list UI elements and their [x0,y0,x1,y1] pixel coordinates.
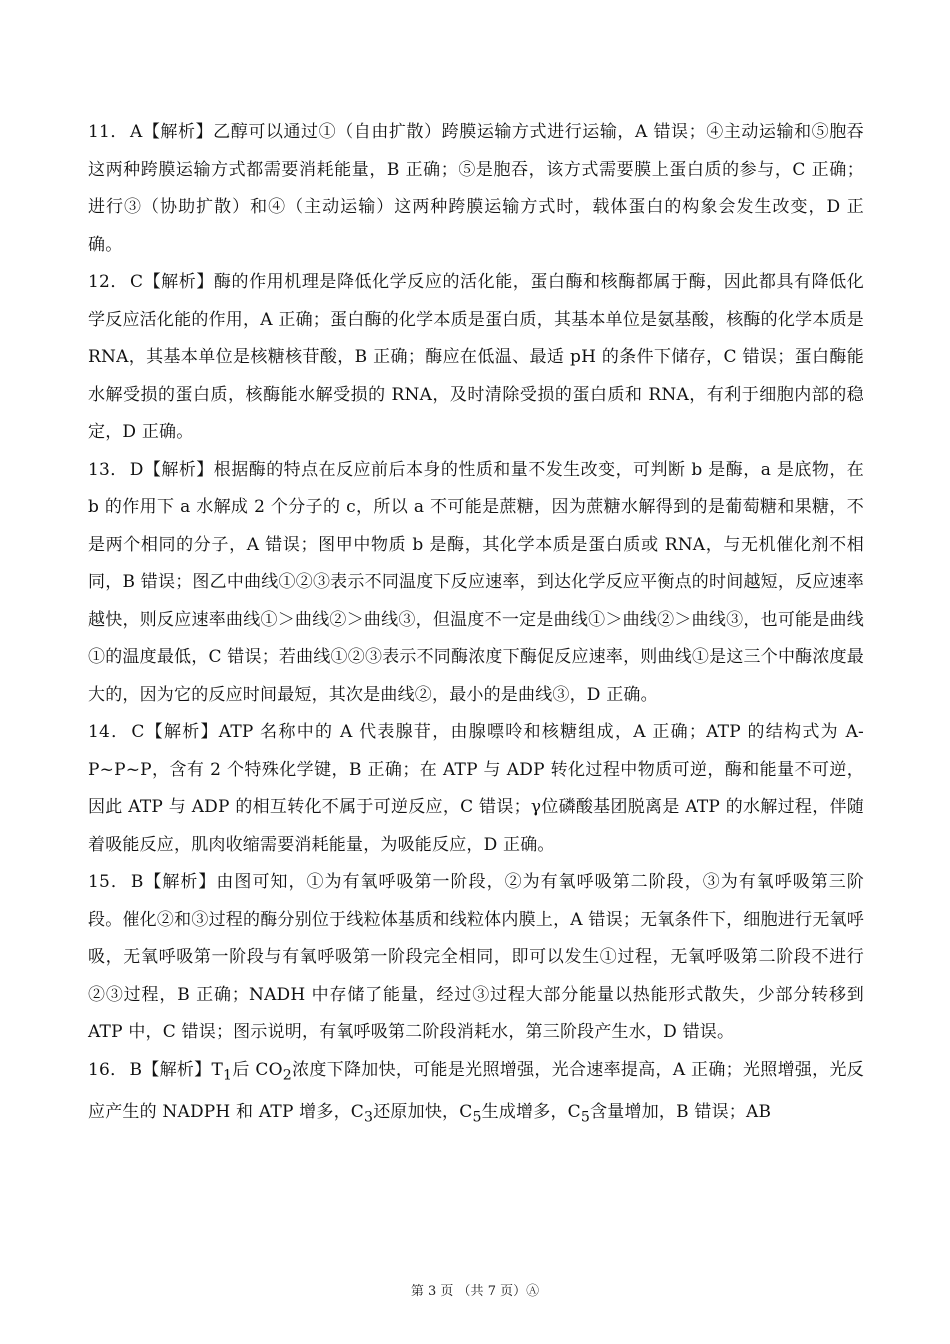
answer-item-11 [88,114,864,264]
item-text: 由图可知，①为有氧呼吸第一阶段，②为有氧呼吸第二阶段，③为有氧呼吸第三阶段。催化②和③过程的酶分别位于线粒体基质和线粒体内膜上，A 错误；无氧条件下，细胞进行无氧呼吸，无氧呼吸第一阶段与有氧呼吸第一阶段完全相同，即可以发生①过程，无氧呼吸第二阶段不进行②③过程，B 正确；NADH 中存储了能量，经过③过程大部分能量以热能形式散失，少部分转移到 ATP 中，C 错误；图示说明，有氧呼吸第二阶段消耗水，第三阶段产生水，D 错误。 [88,872,864,1042]
item-label: 【解析】 [143,459,214,480]
item-text: 酶的作用机理是降低化学反应的活化能，蛋白酶和核酶都属于酶，因此都具有降低化学反应活化能的作用，A 正确；蛋白酶的化学本质是蛋白质，其基本单位是氨基酸，核酶的化学本质是 RNA，其基本单位是核糖核苷酸，B 正确；酶应在低温、最适 pH 的条件下储存，C 错误；蛋白酶能水解受损的蛋白质，核酶能水解受损的 RNA，及时清除受损的蛋白质和 RNA，有利于细胞内部的稳定，D 正确。 [88,272,864,442]
item-answer: C [131,722,145,742]
c5-subscript: 5 [580,1109,591,1126]
answer-item-14 [88,714,864,864]
item-label: 【解析】 [143,272,214,292]
co2-subscript: 2 [282,1066,292,1083]
answer-item-12 [88,264,864,452]
page-footer: 第 3 页 （共 7 页）Ⓐ [410,1284,540,1299]
item-number: 16． [88,1059,128,1080]
item-number: 12． [88,272,128,292]
t1-symbol: T [211,1059,224,1080]
item-number: 13． [88,459,128,480]
answer-item-15 [88,864,864,1052]
item-text: ATP 名称中的 A 代表腺苷，由腺嘌呤和核糖组成，A 正确；ATP 的结构式为 A-P~P~P，含有 2 个特殊化学键，B 正确；在 ATP 与 ADP 转化过程中物质可逆，酶和能量不可逆，因此 ATP 与 ADP 的相互转化不属于可逆反应，C 错误；γ位磷酸基团脱离是 ATP 的水解过程，伴随着吸能反应，肌肉收缩需要消耗能量，为吸能反应，D 正确。 [88,722,864,855]
item-answer: B [130,872,144,892]
item-text-part-3: 还原加快，C [373,1102,473,1123]
item-label: 【解析】 [142,122,214,142]
item-label: 【解析】 [142,1059,212,1080]
item-text-part-5: 含量增加，B 错误；AB [590,1102,772,1123]
item-answer: A [130,122,143,142]
answer-analysis-content [88,114,864,1137]
item-number: 11． [88,122,128,142]
c3-subscript: 3 [364,1109,374,1126]
item-number: 14． [88,722,130,742]
item-answer: D [129,459,144,480]
c5-subscript: 5 [472,1109,482,1126]
item-answer: B [129,1059,143,1080]
answer-item-13 [88,452,864,715]
item-text-part-4: 生成增多，C [481,1102,581,1123]
item-label: 【解析】 [144,722,219,742]
item-label: 【解析】 [143,872,217,892]
item-answer: C [130,272,144,292]
item-text-part-1: 后 CO [232,1059,283,1080]
t1-subscript: 1 [223,1066,233,1083]
item-text-part-2: 浓度下降加快，可能是光照增强，光合速率提高，A 正确；光照增强，光反应产生的 NADPH 和 ATP 增多，C [88,1059,864,1123]
item-text: 乙醇可以通过①（自由扩散）跨膜运输方式进行运输，A 错误；④主动运输和⑤胞吞这两种跨膜运输方式都需要消耗能量，B 正确；⑤是胞吞，该方式需要膜上蛋白质的参与，C 正确；进行③（协助扩散）和④（主动运输）这两种跨膜运输方式时，载体蛋白的构象会发生改变，D 正确。 [88,122,865,255]
answer-item-16 [88,1052,864,1138]
item-number: 15． [88,872,129,892]
item-text: 根据酶的特点在反应前后本身的性质和量不发生改变，可判断 b 是酶，a 是底物，在 b 的作用下 a 水解成 2 个分子的 c，所以 a 不可能是蔗糖，因为蔗糖水解得到的是葡萄糖和果糖，不是两个相同的分子，A 错误；图甲中物质 b 是酶，其化学本质是蛋白质或 RNA，与无机催化剂不相同，B 错误；图乙中曲线①②③表示不同温度下反应速率，到达化学反应平衡点的时间越短，反应速率越快，则反应速率曲线①＞曲线②＞曲线③，但温度不一定是曲线①＞曲线②＞曲线③，也可能是曲线①的温度最低，C 错误；若曲线①②③表示不同酶浓度下酶促反应速率，则曲线①是这三个中酶浓度最大的，因为它的反应时间最短，其次是曲线②，最小的是曲线③，D 正确。 [88,459,864,705]
